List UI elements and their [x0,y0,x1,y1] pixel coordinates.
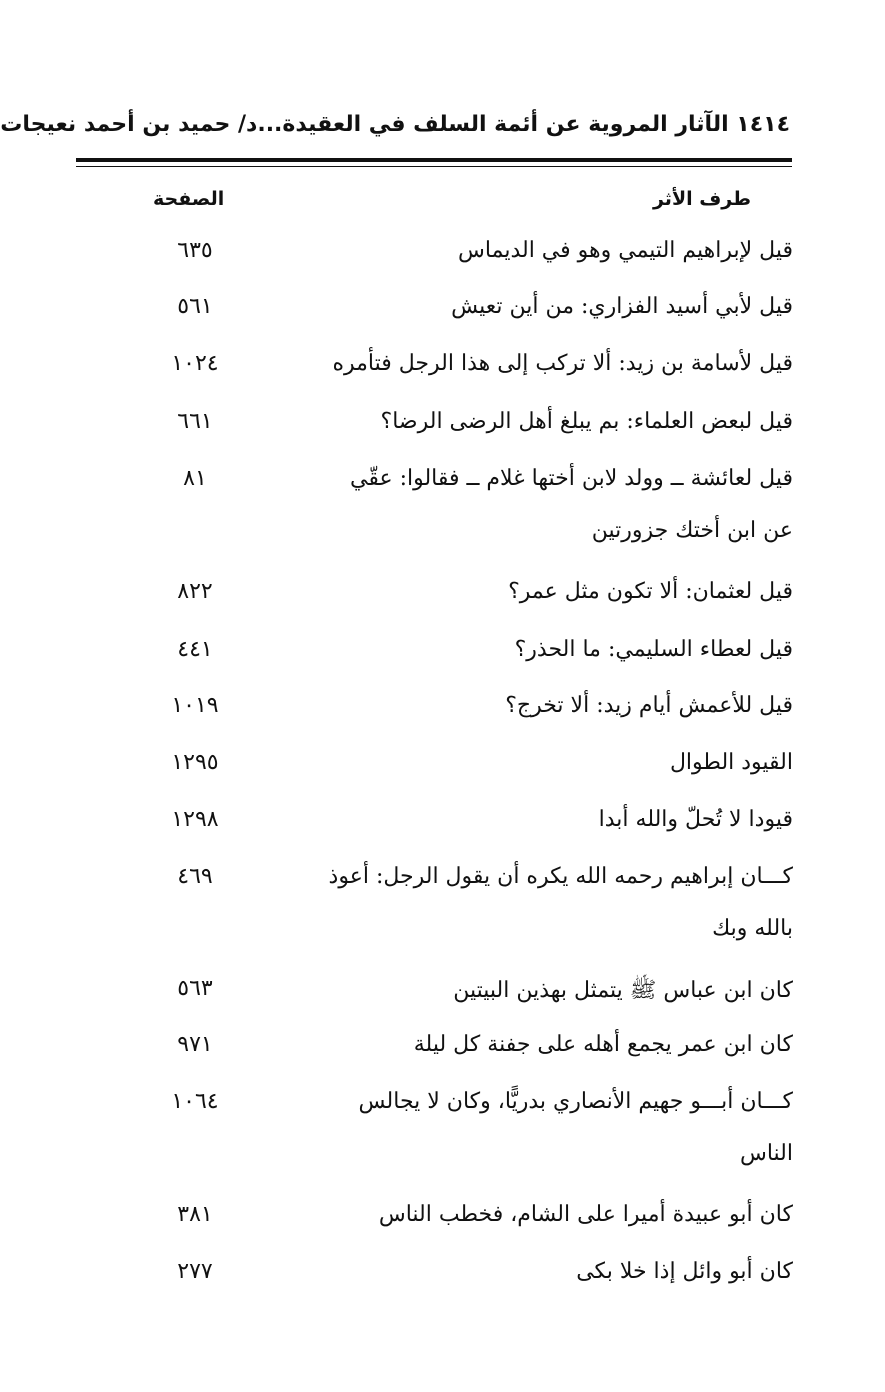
entry-text: كـــان أبـــو جهيم الأنصاري بدريًّا، وكان لا يجالس [358,1089,793,1114]
entry-page-number: ٥٦٣ [177,976,213,1001]
index-entry [0,466,885,543]
entry-text-continuation: بالله وبك [712,916,793,941]
entry-page-number: ٨٢٢ [177,579,213,604]
index-entry [0,579,885,619]
entry-text-continuation: الناس [739,1141,793,1166]
entry-text: قيودا لا تُحلّ والله أبدا [598,807,793,832]
entry-text: قيل لأبي أسيد الفزاري: من أين تعيش [451,294,793,319]
entry-page-number: ١٢٩٨ [171,807,219,832]
entry-page-number: ٦٣٥ [177,238,213,263]
column-heading-title: طرف الأثر [652,188,751,210]
running-header: ١٤١٤ الآثار المروية عن أئمة السلف في العقيدة...د/ حميد بن أحمد نعيجات [0,112,790,137]
entry-text: كان ابن عباس ﷺ يتمثل بهذين البيتين [453,978,793,1003]
entry-text: قيل لأسامة بن زيد: ألا تركب إلى هذا الرجل فتأمره [332,351,793,376]
index-entry [0,864,885,941]
entry-page-number: ٤٦٩ [177,864,213,889]
index-entry [0,238,885,278]
entry-page-number: ٦٦١ [177,409,213,434]
entry-page-number: ٢٧٧ [177,1259,213,1284]
entry-text: قيل للأعمش أيام زيد: ألا تخرج؟ [505,693,793,718]
index-entry [0,1259,885,1299]
entry-page-number: ٩٧١ [177,1032,213,1057]
header-rule-thin [76,166,792,167]
entry-text: كان أبو وائل إذا خلا بكى [576,1259,793,1284]
entry-text-continuation: عن ابن أختك جزورتين [591,518,793,543]
entry-page-number: ١٠١٩ [171,693,219,718]
index-entry [0,409,885,449]
entry-page-number: ١٠٢٤ [171,351,219,376]
entry-text: كـــان إبراهيم رحمه الله يكره أن يقول الرجل: أعوذ [328,864,793,889]
index-entry [0,976,885,1016]
entry-text: قيل لبعض العلماء: بم يبلغ أهل الرضى الرضا؟ [380,409,793,434]
index-entry [0,693,885,733]
entry-text: قيل لعائشة ــ وولد لابن أختها غلام ــ فقالوا: عقّي [350,466,793,491]
entry-page-number: ٣٨١ [177,1202,213,1227]
index-entry [0,1202,885,1242]
entry-text: كان أبو عبيدة أميرا على الشام، فخطب الناس [378,1202,793,1227]
entry-text: قيل لعطاء السليمي: ما الحذر؟ [514,637,793,662]
index-entry [0,1089,885,1166]
index-entry [0,351,885,391]
header-rule-thick [76,158,792,162]
entry-page-number: ١٢٩٥ [171,750,219,775]
entry-page-number: ٤٤١ [177,637,213,662]
column-heading-page: الصفحة [153,188,225,210]
entry-text: قيل لإبراهيم التيمي وهو في الديماس [458,238,793,263]
entry-page-number: ٨١ [183,466,207,491]
index-entry [0,637,885,677]
index-entry [0,1032,885,1072]
entry-text: قيل لعثمان: ألا تكون مثل عمر؟ [508,579,793,604]
entry-page-number: ١٠٦٤ [171,1089,219,1114]
index-entry [0,294,885,334]
entry-text: كان ابن عمر يجمع أهله على جفنة كل ليلة [413,1032,793,1057]
entry-page-number: ٥٦١ [177,294,213,319]
index-entry [0,807,885,847]
index-entry [0,750,885,790]
entry-text: القيود الطوال [669,750,793,775]
